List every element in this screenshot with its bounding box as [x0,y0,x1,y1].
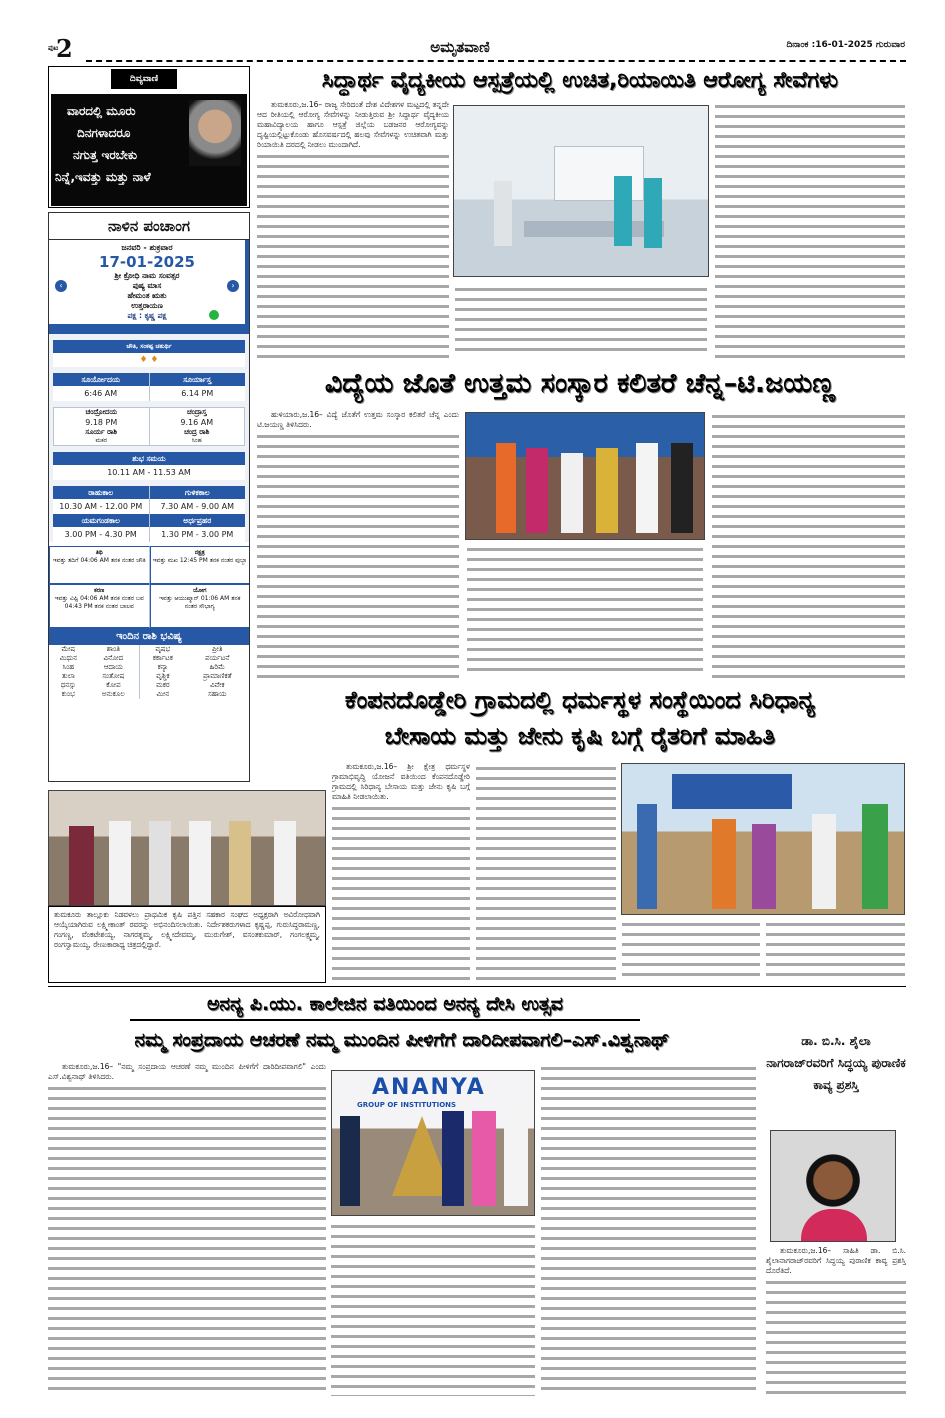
rasi-sign: ಕರ್ಕಾಟಕ [140,654,186,663]
article-3-lead: ತುಮಕೂರು,ಜ.16– ಶ್ರೀ ಕ್ಷೇತ್ರ ಧರ್ಮಸ್ಥಳ ಗ್ರಾಮಾಭಿವೃದ್ಧಿ ಯೋಜನೆ ವತಿಯಿಂದ ಕೆಂಪನದೊಡ್ಡೇರಿ ಗ್ರಾಮದಲ್ಲಿ ಸಿರಿಧಾನ್ಯ ಬೇಸಾಯ ಮತ್ತು ಜೇನು ಕೃಷಿ ಬಗ್ಗೆ ಮಾಹಿತಿ ನೀಡಲಾಯಿತು. [332,762,470,801]
article-2-column-1 [257,410,459,678]
gulika-label: ಗುಳಿಕಕಾಲ [150,486,246,499]
rasi-sign: ತುಲಾ [61,672,75,680]
sunrise-label: ಸೂರ್ಯೋದಯ [53,373,150,386]
rasi-table [49,645,249,699]
article-2-headline: ವಿದ್ಯೆಯ ಜೊತೆ ಉತ್ತಮ ಸಂಸ್ಕಾರ ಕಲಿತರೆ ಚೆನ್ನ–ಟಿ.ಜಯಣ್ಣ [324,368,836,399]
rasi-sign: ಕುಂಭ [61,690,75,698]
rasi-prediction: ಪ್ರೀತಿ [212,645,223,653]
article-5-lead: ತುಮಕೂರು,ಜ.16– ಸಾಹಿತಿ ಡಾ. ಬಿ.ಸಿ. ಶೈಲಾನಾಗರಾಜ್‌ರವರಿಗೆ ಸಿದ್ಧಯ್ಯ ಪುರಾಣಿಕ ಕಾವ್ಯ ಪ್ರಶಸ್ತಿ ದೊರೆತಿದೆ. [766,1246,906,1275]
rasi-row [49,645,249,654]
rasi-prediction: ಕೋಪ [106,681,121,689]
article-1-column-1 [257,100,449,358]
yama-time: 3.00 PM - 4.30 PM [53,527,150,542]
rasi-prediction: ಅನುಕೂಲ [101,690,125,698]
sunrise-time: 6:46 AM [53,386,150,401]
rasi-prediction: ಪರ್ಯಟನೆ [205,654,230,662]
moonrise-time: 9.18 PM [85,418,118,427]
samvatsara: ಶ್ರೀ ಕ್ರೋಧಿ ನಾಮ ಸಂವತ್ಸರ [114,271,180,280]
cooperative-felicitation-photo [48,790,326,906]
rasi-sign: ಕನ್ಯಾ [140,663,186,672]
article-1-headline: ಸಿದ್ಧಾರ್ಥ ವೈದ್ಯಕೀಯ ಆಸ್ಪತ್ರೆಯಲ್ಲಿ ಉಚಿತ,ರಿಯಾಯಿತಿ ಆರೋಗ್ಯ ಸೇವೆಗಳು [321,68,839,93]
article-4-column-1 [48,1062,326,1396]
farmers-meeting-photo [621,763,905,915]
page-prefix: ಪುಟ [48,44,59,52]
rahu-time: 10.30 AM - 12.00 PM [53,499,150,514]
ardha-time: 1.30 PM - 3.00 PM [161,530,234,539]
article-4-column-3 [541,1062,756,1396]
article-3-column-2 [476,762,616,982]
header-divider [86,60,906,62]
shubha-label: ಶುಭ ಸಮಯ [53,452,245,465]
panchanga-date: 17-01-2025 [99,253,195,271]
paksha: ಪಕ್ಷ : ಕೃಷ್ಣ ಪಕ್ಷ [127,311,167,320]
quote-line: ದಿನಗಳಾದರೂ [77,126,131,140]
section-divider [48,986,906,987]
rasi-sign: ಧನಸ್ಸು [60,681,76,689]
school-event-photo [465,412,705,540]
rasi-prediction: ವಿನೋದ [103,654,124,662]
yoga-label: ಯೋಗ [192,587,207,594]
article-2-column-2 [467,543,703,675]
article-5-column [766,1246,906,1396]
article-5-headline: ಡಾ. ಬಿ.ಸಿ. ಶೈಲಾ ನಾಗರಾಜ್‌ರವರಿಗೆ ಸಿದ್ಧಯ್ಯ ಪುರಾಣಿಕ ಕಾವ್ಯ ಪ್ರಶಸ್ತಿ [766,1034,906,1092]
ayana: ಉತ್ತರಾಯಣ [131,301,163,310]
rasi-row [49,672,249,681]
article-3-column-1 [332,762,470,982]
quote-line: ನಿನ್ನೆ,ಇವತ್ತು ಮತ್ತು ನಾಳೆ [55,170,151,184]
rasi-prediction: ಪ್ರಾಮಾಣಿಕತೆ [203,672,232,680]
divyavani-label: ದಿವ್ಯವಾಣಿ [111,69,177,89]
chandra-rasi: ಸಿಂಹ [191,437,202,444]
issue-date: ದಿನಾಂಕ :16-01-2025 ಗುರುವಾರ [786,40,905,50]
article-3-headline-line-1: ಕೆಂಪನದೊಡ್ಡೇರಿ ಗ್ರಾಮದಲ್ಲಿ ಧರ್ಮಸ್ಥಳ ಸಂಸ್ಥೆಯಿಂದ ಸಿರಿಧಾನ್ಯ [344,686,816,714]
sunset-time: 6.14 PM [181,389,214,398]
nakshatra: ಇವತ್ತು ಮಖ 12:45 PM ತನಕ ನಂತರ ಪುಬ್ಬಾ [152,557,247,564]
rasi-sign: ವೃಷಭ [140,645,186,654]
rasi-prediction: ಹಿರಿಮೆ [209,663,225,671]
moonset-label: ಚಂದ್ರಾಸ್ತ [187,408,207,416]
whatsapp-icon[interactable] [209,310,219,320]
article-1-lead: ತುಮಕೂರು,ಜ.16– ರಾಜ್ಯ ಸೇರಿದಂತೆ ದೇಶ ವಿದೇಶಗಳ ಮಟ್ಟದಲ್ಲಿ ತನ್ನದೇ ಆದ ರೀತಿಯಲ್ಲಿ ಆರೋಗ್ಯ ಸೇವೆಗಳನ್ನು ನೀಡುತ್ತಿರುವ ಶ್ರೀ ಸಿದ್ಧಾರ್ಥ ವೈದ್ಯಕೀಯ ಮಹಾವಿದ್ಯಾಲಯ ಹಾಗೂ ಆಸ್ಪತ್ರೆ ಜಿಲ್ಲೆಯ ಬಡಜನರ ಆರೋಗ್ಯವನ್ನು ದೃಷ್ಟಿಯಲ್ಲಿಟ್ಟುಕೊಂಡು ಹೊಸವರ್ಷದಲ್ಲಿ ಹಲವು ಸೇವೆಗಳನ್ನು ಉಚಿತವಾಗಿ ಮತ್ತು ರಿಯಾಯಿತಿ ದರದಲ್ಲಿ ನೀಡಲು ಮುಂದಾಗಿದೆ. [257,100,449,149]
ananya-banner: ANANYA [372,1075,486,1100]
next-day-button[interactable]: › [227,280,239,292]
sunset-label: ಸೂರ್ಯಾಸ್ತ [150,373,246,386]
cooperative-photo-caption [48,906,326,983]
rasi-sign: ಸಿಂಹ [62,663,75,671]
shubha-time: 10.11 AM - 11.53 AM [53,465,245,480]
karana: ಇವತ್ತು ವಿಷ್ಟಿ 04:06 AM ತನಕ ನಂತರ ಬವ 04:43 PM ತನಕ ನಂತರ ಬಾಲವ [54,595,144,610]
rasi-sign: ಮಿಥುನ [59,654,77,662]
chandra-rasi-label: ಚಂದ್ರ ರಾಶಿ [184,428,210,436]
article-2-lead: ಹುಳಿಯಾರು,ಜ.16– ವಿದ್ಯೆ ಜೊತೆಗೆ ಉತ್ತಮ ಸಂಸ್ಕಾರ ಕಲಿತರೆ ಚೆನ್ನ ಎಂದು ಟಿ.ಜಯಣ್ಣ ತಿಳಿಸಿದರು. [257,410,459,429]
yoga: ಇವತ್ತು ಆಯುಷ್ಮಾನ್ 01:06 AM ತನಕ ನಂತರ ಸೌಭಾಗ್ಯ [159,595,241,610]
rasi-sign: ವೃಶ್ಚಿಕ [140,672,186,681]
article-3-headline-line-2: ಬೇಸಾಯ ಮತ್ತು ಜೇನು ಕೃಷಿ ಬಗ್ಗೆ ರೈತರಿಗೆ ಮಾಹಿತಿ [384,722,776,750]
paper-name: ಅಮೃತವಾಣಿ [430,38,490,56]
divyavani-quote-image [51,94,247,206]
rasi-prediction: ವಿವೇಕ [210,681,225,689]
panchanga-title: ನಾಳಿನ ಪಂಚಾಂಗ [49,213,249,240]
panchanga-panel [48,212,250,782]
rasi-row [49,690,249,699]
prev-day-button[interactable]: ‹ [55,280,67,292]
rasi-row [49,663,249,672]
rasi-sign: ಮೀನ [140,690,186,699]
surya-rasi-label: ಸೂರ್ಯ ರಾಶಿ [85,428,118,436]
photo-caption: ತುಮಕೂರು ತಾಲ್ಲೂಕು ನಿಡವಳಲು ಪ್ರಾಥಮಿಕ ಕೃಷಿ ಪತ್ತಿನ ಸಹಕಾರ ಸಂಘದ ಅಧ್ಯಕ್ಷರಾಗಿ ಅವಿರೋಧವಾಗಿ ಆಯ್ಕೆಯಾಗಿರುವ ಲಕ್ಷ್ಮೀಕಾಂತ್ ರವರನ್ನು ಅಭಿನಂದಿಸಲಾಯಿತು. ನಿರ್ದೇಶಕರುಗಳಾದ ಕೃಷ್ಣಪ್ಪ, ಗುರುಸಿದ್ಧರಾಮಣ್ಣ, ಗಂಗಣ್ಣ, ವೆಂಕಟೇಶಯ್ಯ, ನಾಗರತ್ನಮ್ಮ, ಲಕ್ಷ್ಮೀದೇವಮ್ಮ, ಮುರುಗೇಶ್, ವಸಂತಕುಮಾರ್, ಗಂಗಲಕ್ಷ್ಮಮ್ಮ, ರಂಗಸ್ವಾಮಯ್ಯ, ರೇಣುಕಾರಾಧ್ಯ ಚಿತ್ರದಲ್ಲಿದ್ದಾರೆ. [54,910,320,949]
rasi-prediction: ಆದಾಯ [103,663,123,671]
rasi-prediction: ಸಹಾಯ [207,690,227,698]
article-3-column-3 [622,918,760,982]
divyavani-box [48,66,250,208]
article-4-column-2 [331,1220,535,1396]
rasi-sign: ಮಕರ [140,681,186,690]
karana-label: ಕರಣ [94,587,105,594]
article-4-kicker: ಅನನ್ಯ ಪಿ.ಯು. ಕಾಲೇಜಿನ ವತಿಯಿಂದ ಅನನ್ಯ ದೇಸಿ ಉತ್ಸವ [130,989,640,1021]
rasi-row [49,681,249,690]
month-day: ಜನವರಿ - ಶುಕ್ರವಾರ [121,243,173,252]
deity-icons: ♦ ♦ [53,353,245,367]
article-4-headline: ನಮ್ಮ ಸಂಪ್ರದಾಯ ಆಚರಣೆ ನಮ್ಮ ಮುಂದಿನ ಪೀಳಿಗೆಗೆ ದಾರಿದೀಪವಾಗಲಿ–ಎಸ್.ವಿಶ್ವನಾಥ್ [134,1029,670,1051]
quote-line: ನಗುತ್ತ ಇರಬೇಕು [73,148,138,162]
masa: ಪುಷ್ಯ ಮಾಸ [132,281,162,290]
festival: ಚೌತಿ, ಸಂಕಷ್ಟ ಚತುರ್ಥಿ [53,340,245,353]
article-2-column-3 [712,410,905,678]
surya-rasi: ಮಕರ [95,437,108,444]
gulika-time: 7.30 AM - 9.00 AM [160,502,234,511]
article-1-column-3 [715,100,905,358]
rasi-row [49,654,249,663]
hospital-photo [453,105,709,277]
moonrise-label: ಚಂದ್ರೋದಯ [85,408,117,416]
article-4-lead: ತುಮಕೂರು,ಜ.16– "ನಮ್ಮ ಸಂಪ್ರದಾಯ ಆಚರಣೆ ನಮ್ಮ ಮುಂದಿನ ಪೀಳಿಗೆಗೆ ದಾರಿದೀಪವಾಗಲಿ" ಎಂದು ಎಸ್.ವಿಶ್ವನಾಥ್ ತಿಳಿಸಿದರು. [48,1062,326,1081]
rasi-prediction: ಸಂತೋಷ [102,672,125,680]
quote-line: ವಾರದಲ್ಲಿ ಮೂರು [67,104,136,118]
portrait-image [189,100,241,166]
ritu: ಹೇಮಂತ ಋತು [127,291,167,300]
rasi-sign: ಮೇಷ [61,645,76,653]
ardha-label: ಅರ್ಧಪ್ರಹರ [150,514,246,527]
panchanga-date-card [49,240,249,334]
tithi-label: ತಿಥಿ [95,549,103,556]
nakshatra-label: ನಕ್ಷತ್ರ [194,549,205,556]
tithi: ಇವತ್ತು ತದಿಗೆ 04:06 AM ತನಕ ನಂತರ ಚೌತಿ [52,557,146,564]
moonset-time: 9.16 AM [180,418,214,427]
page-number-box [48,33,86,63]
article-1-column-2 [455,283,707,358]
rasi-prediction: ಶಾಂತಿ [106,645,120,653]
yama-label: ಯಮಗಂಡಕಾಲ [53,514,150,527]
ananya-utsava-photo [331,1070,535,1216]
article-3-column-4 [766,918,905,982]
rahu-label: ರಾಹುಕಾಲ [53,486,150,499]
shaila-nagaraj-portrait [770,1130,896,1242]
rasi-title: ಇಂದಿನ ರಾಶಿ ಭವಿಷ್ಯ [49,628,249,645]
page-number: 2 [56,33,73,63]
ananya-banner-sub: GROUP OF INSTITUTIONS [357,1101,457,1109]
